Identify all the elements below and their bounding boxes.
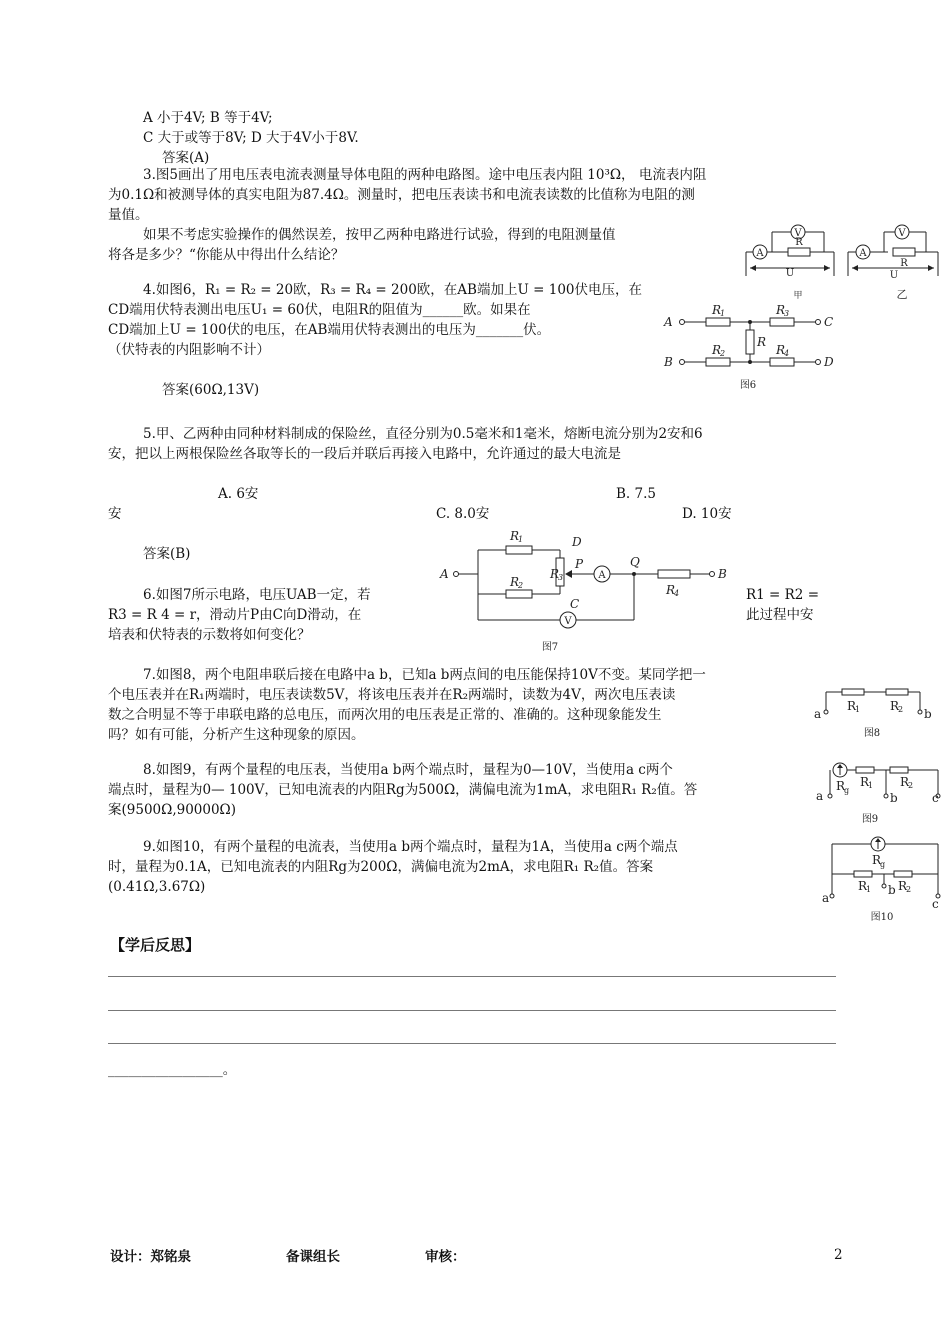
q2-options-ab: A 小于4V; B 等于4V; (143, 110, 273, 126)
svg-text:R: R (858, 879, 868, 893)
footer-reviewer: 审核： (425, 1249, 466, 1265)
q6-right-2: 此过程中安 (746, 607, 814, 623)
q6-right-1: R1 = R2 = (746, 587, 820, 603)
svg-text:R: R (836, 779, 846, 793)
q5-line-2: 安，把以上两根保险丝各取等长的一段后并联后再接入电路中，允许通过的最大电流是 (108, 446, 621, 462)
svg-text:b: b (888, 883, 896, 897)
svg-text:2: 2 (908, 781, 914, 790)
q6-line-1: 6.如图7所示电路，电压UAB一定，若 (143, 587, 371, 603)
svg-text:2: 2 (898, 705, 904, 714)
q8-line-3: 案(9500Ω,90000Ω) (108, 802, 237, 818)
reflection-heading: 【学后反思】 (110, 936, 201, 954)
svg-text:R: R (666, 583, 676, 597)
q3-line-4: 如果不考虑实验操作的偶然误差，按甲乙两种电路进行试验，得到的电阻测量值 (143, 227, 616, 243)
figure-5a-label: 甲 (793, 291, 803, 301)
svg-text:R: R (510, 575, 520, 589)
svg-text:B: B (718, 567, 727, 581)
figure-10-label: 图10 (870, 912, 894, 923)
q4-line-1: 4.如图6，R₁ = R₂ = 20欧，R₃ = R₄ = 200欧，在AB端加上U = 100伏电压，在 (143, 282, 643, 298)
q5-option-a: A. 6安 (218, 486, 259, 502)
reflection-line-1 (108, 976, 836, 977)
svg-text:V: V (794, 228, 802, 239)
svg-text:1: 1 (866, 885, 872, 894)
figure-6-label: 图6 (739, 380, 757, 391)
reflection-line-3 (108, 1043, 836, 1044)
q7-line-2: 个电压表并在R₁两端时，电压表读数5V，将该电压表并在R₂两端时，读数为4V，两次电压表读 (108, 687, 676, 703)
q5-option-c: C. 8.0安 (436, 506, 490, 522)
svg-text:A: A (664, 315, 673, 329)
svg-text:R: R (712, 303, 722, 317)
figure-5-circuits (738, 212, 946, 304)
svg-text:D: D (824, 355, 834, 369)
figure-10-circuit (810, 834, 946, 926)
svg-text:R: R (900, 775, 910, 789)
svg-text:2: 2 (906, 885, 912, 894)
svg-text:U: U (785, 268, 795, 279)
svg-text:A: A (598, 570, 606, 581)
svg-text:P: P (575, 557, 584, 571)
svg-text:c: c (932, 897, 939, 911)
footer-group-leader: 备课组长 (286, 1249, 340, 1265)
svg-text:R: R (776, 303, 786, 317)
svg-text:D: D (572, 535, 582, 549)
svg-text:R: R (898, 879, 908, 893)
svg-text:1: 1 (868, 781, 874, 790)
q4-answer: 答案(60Ω,13V) (162, 382, 260, 398)
svg-text:4: 4 (674, 589, 680, 598)
svg-text:g: g (880, 860, 886, 869)
svg-text:Q: Q (630, 555, 640, 569)
svg-text:1: 1 (855, 705, 861, 714)
figure-8-circuit (810, 680, 940, 744)
svg-text:R: R (757, 335, 767, 349)
q5-option-b-unit: 安 (108, 506, 122, 522)
svg-text:g: g (844, 786, 850, 795)
q3-line-5: 将各是多少？“你能从中得出什么结论？ (108, 247, 345, 263)
reflection-line-2 (108, 1010, 836, 1011)
svg-text:R: R (890, 699, 900, 713)
svg-text:V: V (564, 616, 572, 627)
q3-line-3: 量值。 (108, 207, 149, 223)
q9-line-2: 时，量程为0.1A，已知电流表的内阻Rg为200Ω，满偏电流为2mA，求电阻R₁ R₂值。答案 (108, 859, 654, 875)
q6-line-3: 培表和伏特表的示数将如何变化？ (108, 627, 311, 643)
q7-line-3: 数之合明显不等于串联电路的总电压，而两次用的电压表是正常的、准确的。这种现象能发生 (108, 707, 662, 723)
q2-options-cd: C 大于或等于8V; D 大于4V小于8V. (143, 130, 359, 146)
svg-text:2: 2 (720, 349, 726, 358)
q5-option-d: D. 10安 (682, 506, 732, 522)
q5-answer: 答案(B) (143, 546, 191, 562)
svg-text:R: R (900, 258, 908, 269)
figure-9-label: 图9 (861, 814, 879, 825)
q5-option-b: B. 7.5 (616, 486, 656, 502)
svg-text:B: B (664, 355, 673, 369)
svg-text:b: b (924, 707, 932, 721)
q3-line-2: 为0.1Ω和被测导体的真实电阻为87.4Ω。测量时，把电压表读书和电流表读数的比值称为电阻的测 (108, 187, 695, 203)
svg-text:A: A (859, 248, 867, 259)
svg-text:R: R (860, 775, 870, 789)
svg-text:R: R (510, 529, 520, 543)
page-number: 2 (834, 1247, 843, 1263)
svg-text:1: 1 (720, 309, 726, 318)
q7-line-4: 吗？如有可能，分析产生这种现象的原因。 (108, 727, 365, 743)
svg-text:1: 1 (518, 535, 524, 544)
figure-7-circuit (438, 528, 738, 654)
q4-line-3: CD端加上U = 100伏的电压，在AB端用伏特表测出的电压为_______伏。 (108, 322, 551, 338)
svg-text:2: 2 (518, 581, 524, 590)
figure-7-label: 图7 (541, 642, 559, 653)
svg-text:R: R (795, 237, 803, 248)
q9-line-3: (0.41Ω,3.67Ω) (108, 879, 206, 895)
q3-line-1: 3.图5画出了用电压表电流表测量导体电阻的两种电路图。途中电压表内阻 10³Ω， 电流表内阻 (143, 167, 707, 183)
svg-text:3: 3 (784, 309, 790, 318)
q4-line-2: CD端用伏特表测出电压U₁ = 60伏，电阻R的阻值为______欧。如果在 (108, 302, 531, 318)
figure-5b-label: 乙 (896, 288, 908, 301)
reflection-last-line: _________________。 (108, 1062, 237, 1078)
q7-line-1: 7.如图8，两个电阻串联后接在电路中a b，已知a b两点间的电压能保持10V不变。某同学把一 (143, 667, 706, 683)
svg-text:C: C (570, 597, 580, 611)
svg-text:a: a (816, 789, 824, 803)
figure-9-circuit (810, 756, 946, 828)
svg-text:3: 3 (558, 573, 564, 582)
svg-text:R: R (847, 699, 857, 713)
q5-line-1: 5.甲、乙两种由同种材料制成的保险丝，直径分别为0.5毫米和1毫米，熔断电流分别为2安和6 (143, 426, 703, 442)
svg-text:U: U (889, 270, 899, 281)
q8-line-2: 端点时，量程为0— 100V，已知电流表的内阻Rg为500Ω，满偏电流为1mA，求电阻R₁ R₂值。答 (108, 782, 698, 798)
svg-text:b: b (890, 791, 898, 805)
svg-text:C: C (824, 315, 834, 329)
q9-line-1: 9.如图10，有两个量程的电流表，当使用a b两个端点时，量程为1A，当使用a c两个端点 (143, 839, 678, 855)
q6-line-2: R3 = R 4 = r，滑动片P由C向D滑动，在 (108, 607, 362, 623)
svg-text:A: A (756, 248, 764, 259)
figure-6-circuit (660, 298, 840, 394)
svg-text:R: R (550, 567, 560, 581)
svg-text:V: V (898, 228, 906, 239)
svg-text:A: A (440, 567, 449, 581)
q8-line-1: 8.如图9，有两个量程的电压表，当使用a b两个端点时，量程为0—10V，当使用a c两个 (143, 762, 673, 778)
figure-8-label: 图8 (863, 728, 881, 739)
svg-text:a: a (822, 891, 830, 905)
svg-text:4: 4 (784, 349, 790, 358)
svg-text:R: R (776, 343, 786, 357)
svg-text:a: a (814, 707, 822, 721)
q4-line-4: （伏特表的内阻影响不计） (108, 342, 270, 358)
svg-text:c: c (932, 791, 939, 805)
footer-designer: 设计：郑铭泉 (110, 1249, 191, 1265)
svg-text:R: R (872, 853, 882, 867)
svg-text:R: R (712, 343, 722, 357)
q2-answer: 答案(A) (162, 150, 210, 166)
